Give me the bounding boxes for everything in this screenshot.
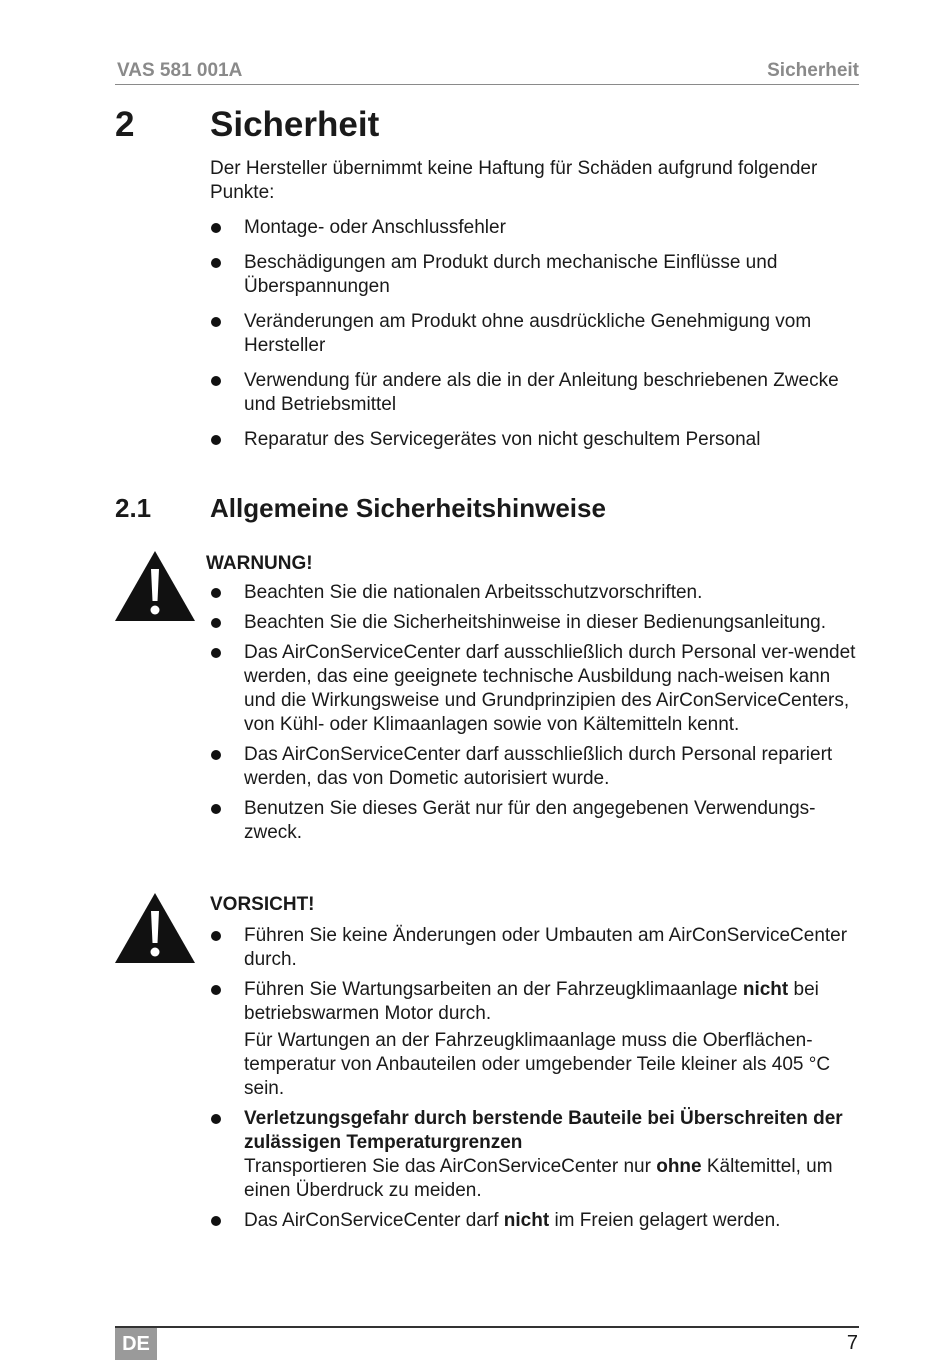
warning-triangle-icon xyxy=(113,891,197,965)
list-item: Das AirConServiceCenter darf nicht im Freien gelagert werden. xyxy=(210,1209,860,1233)
bullet-icon xyxy=(211,931,221,941)
bullet-icon xyxy=(211,985,221,995)
section-intro: Der Hersteller übernimmt keine Haftung für Schäden aufgrund folgender Punkte: xyxy=(210,158,818,203)
list-item: Das AirConServiceCenter darf ausschließlich durch Personal ver-wendet werden, das eine geeignete technische Ausbildung nach-weisen kann und die Wirkungsweise und Grundprinzipien des AirConServiceCenters, von Kühl- oder Klimaanlagen sowie von Kältemitteln kennt. xyxy=(210,641,860,737)
bullet-icon xyxy=(211,618,221,628)
bullet-icon xyxy=(211,376,221,386)
section-title: Sicherheit xyxy=(210,105,380,144)
list-item: Führen Sie keine Änderungen oder Umbauten am AirConServiceCenter durch. xyxy=(210,924,860,972)
bullet-icon xyxy=(211,1216,221,1226)
warning-list xyxy=(210,581,860,851)
list-item: Reparatur des Servicegerätes von nicht geschultem Personal xyxy=(210,428,860,452)
footer-rule xyxy=(115,1326,859,1328)
bullet-icon xyxy=(211,648,221,658)
subsection-number: 2.1 xyxy=(115,493,152,523)
list-item-note: Für Wartungen an der Fahrzeugklimaanlage muss die Oberflächen-temperatur von Anbauteilen oder umgebender Teile kleiner als 405 °C sein. xyxy=(244,1030,831,1099)
subsection-title: Allgemeine Sicherheitshinweise xyxy=(210,493,606,523)
list-item: Beachten Sie die nationalen Arbeitsschutzvorschriften. xyxy=(210,581,860,605)
bullet-icon xyxy=(211,588,221,598)
bullet-icon xyxy=(211,804,221,814)
list-item: Benutzen Sie dieses Gerät nur für den angegebenen Verwendungs-zweck. xyxy=(210,797,860,845)
bullet-icon xyxy=(211,1114,221,1124)
caution-label: VORSICHT! xyxy=(210,894,315,915)
danger-heading: Verletzungsgefahr durch berstende Bauteile bei Überschreiten der zulässigen Temperaturgrenzen xyxy=(244,1108,843,1153)
warning-triangle-icon xyxy=(113,549,197,623)
list-item: Beschädigungen am Produkt durch mechanische Einflüsse und Überspannungen xyxy=(210,251,860,299)
list-item: Beachten Sie die Sicherheitshinweise in dieser Bedienungsanleitung. xyxy=(210,611,860,635)
list-item: Montage- oder Anschlussfehler xyxy=(210,216,860,240)
list-item: Veränderungen am Produkt ohne ausdrückliche Genehmigung vom Hersteller xyxy=(210,310,860,358)
header-rule xyxy=(115,84,859,85)
bullet-icon xyxy=(211,317,221,327)
bullet-icon xyxy=(211,223,221,233)
bullet-icon xyxy=(211,435,221,445)
liability-list xyxy=(210,216,860,463)
page-number: 7 xyxy=(846,1332,858,1354)
bullet-icon xyxy=(211,750,221,760)
list-item: Führen Sie Wartungsarbeiten an der Fahrzeugklimaanlage nicht bei betriebswarmen Motor durch. Für Wartungen an der Fahrzeugklimaanlage muss die Oberflächen-temperatur von Anbauteilen oder umgebender Teile kleiner als 405 °C sein. xyxy=(210,978,860,1101)
caution-list xyxy=(210,924,860,1239)
warning-label: WARNUNG! xyxy=(206,553,313,574)
list-item: Verletzungsgefahr durch berstende Bauteile bei Überschreiten der zulässigen Temperaturgrenzen Transportieren Sie das AirConServiceCenter nur ohne Kältemittel, um einen Überdruck zu meiden. xyxy=(210,1107,860,1203)
language-badge: DE xyxy=(115,1328,157,1360)
header-document-id: VAS 581 001A xyxy=(117,60,243,81)
header-chapter-title: Sicherheit xyxy=(767,60,859,81)
section-number: 2 xyxy=(115,105,135,144)
bullet-icon xyxy=(211,258,221,268)
list-item: Verwendung für andere als die in der Anleitung beschriebenen Zwecke und Betriebsmittel xyxy=(210,369,860,417)
list-item: Das AirConServiceCenter darf ausschließlich durch Personal repariert werden, das von Dometic autorisiert wurde. xyxy=(210,743,860,791)
